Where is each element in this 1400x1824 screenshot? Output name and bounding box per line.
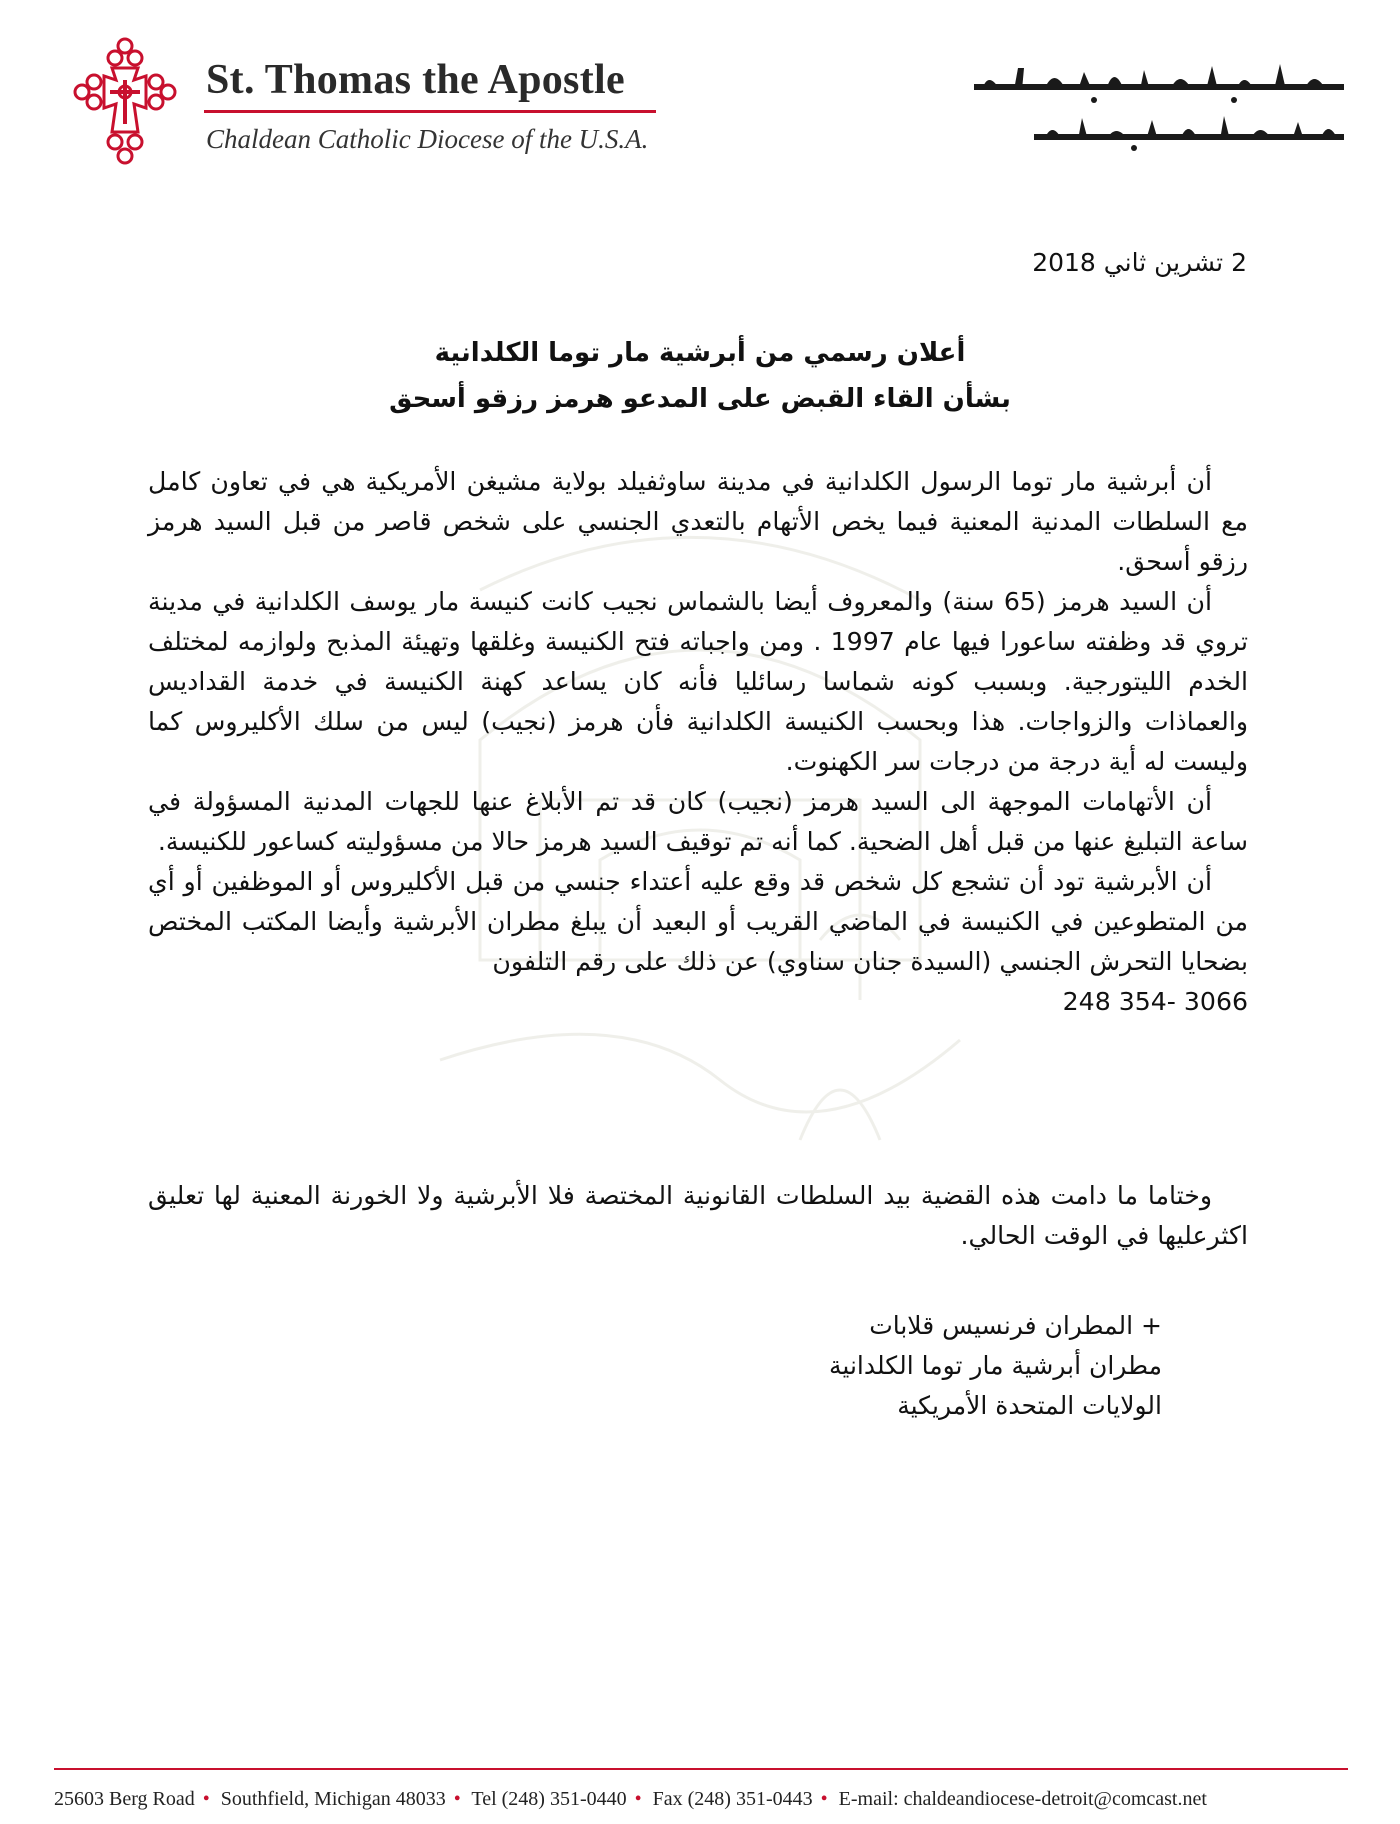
bullet-icon: • [202,1788,210,1810]
closing-section [148,1176,1248,1256]
paragraph-2: أن السيد هرمز (65 سنة) والمعروف أيضا بالشماس نجيب كانت كنيسة مار يوسف الكلدانية في مدينة تروي قد وظفته ساعورا فيها عام 1997 . ومن واجباته فتح الكنيسة وغلقها وتهيئة المذبح ولوازمه لمختلف الخدم الليتورجية. وبسبب كونه شماسا رسائليا فأنه كان يساعد كهنة الكنيسة في خدمة القداديس والعماذات والزواجات. هذا وبحسب الكنيسة الكلدانية فأن هرمز (نجيب) ليس من سلك الأكليروس كما وليست له أية درجة من درجات سر الكهنوت. [148,587,1248,776]
chaldean-cross-icon [72,36,178,166]
bullet-icon: • [820,1788,828,1810]
footer-email[interactable]: E-mail: chaldeandiocese-detroit@comcast.net [838,1788,1207,1810]
paragraph-1: أن أبرشية مار توما الرسول الكلدانية في مدينة ساوثفيلد بولاية مشيغن الأمريكية هي في تعاون كامل مع السلطات المدنية المعنية فيما يخص الأتهام بالتعدي الجنسي على شخص قاصر من قبل السيد هرمز رزقو أسحق. [148,467,1248,576]
signature-country: الولايات المتحدة الأمريكية [897,1391,1162,1420]
footer-fax: Fax (248) 351-0443 [652,1788,813,1810]
footer-contact [54,1788,1354,1811]
footer-tel: Tel (248) 351-0440 [471,1788,627,1810]
bullet-icon: • [634,1788,642,1810]
diocese-title: St. Thomas the Apostle [206,57,625,103]
closing-paragraph: وختاما ما دامت هذه القضية بيد السلطات القانونية المختصة فلا الأبرشية ولا الخورنة المعنية لها تعليق اكثرعليها في الوقت الحالي. [148,1181,1248,1250]
letter-body [148,462,1248,1022]
footer-city: Southfield, Michigan 48033 [220,1788,446,1810]
signature-title: مطران أبرشية مار توما الكلدانية [829,1351,1162,1380]
syriac-wordmark-line2 [964,114,1344,154]
footer-divider [54,1768,1348,1770]
syriac-wordmark-line1 [964,62,1344,106]
heading-line-2: بشأن القاء القبض على المدعو هرمز رزقو أسحق [389,384,1011,414]
title-divider [204,110,656,113]
bullet-icon: • [453,1788,461,1810]
phone-number: 248 354- 3066 [1062,987,1248,1016]
signature-block [829,1306,1162,1426]
footer-address: 25603 Berg Road [54,1788,195,1810]
letter-heading [150,330,1250,422]
paragraph-3: أن الأتهامات الموجهة الى السيد هرمز (نجيب) كان قد تم الأبلاغ عنها للجهات المدنية المسؤولة في ساعة التبليغ عنها من قبل أهل الضحية. كما أنه تم توقيف السيد هرمز حالا من مسؤوليته كساعور للكنيسة. [148,787,1248,856]
heading-line-1: أعلان رسمي من أبرشية مار توما الكلدانية [434,338,966,368]
letter-date: 2 تشرين ثاني 2018 [1032,248,1247,277]
diocese-subtitle: Chaldean Catholic Diocese of the U.S.A. [206,124,649,154]
signature-name: + المطران فرنسيس قلابات [869,1311,1162,1340]
paragraph-4: أن الأبرشية تود أن تشجع كل شخص قد وقع عليه أعتداء جنسي من قبل الأكليروس أو الموظفين أو أي من المتطوعين في الكنيسة في الماضي القريب أو البعيد أن يبلغ مطران الأبرشية وأيضا المكتب المختص بضحايا التحرش الجنسي (السيدة جنان سناوي) عن ذلك على رقم التلفون [148,867,1248,976]
